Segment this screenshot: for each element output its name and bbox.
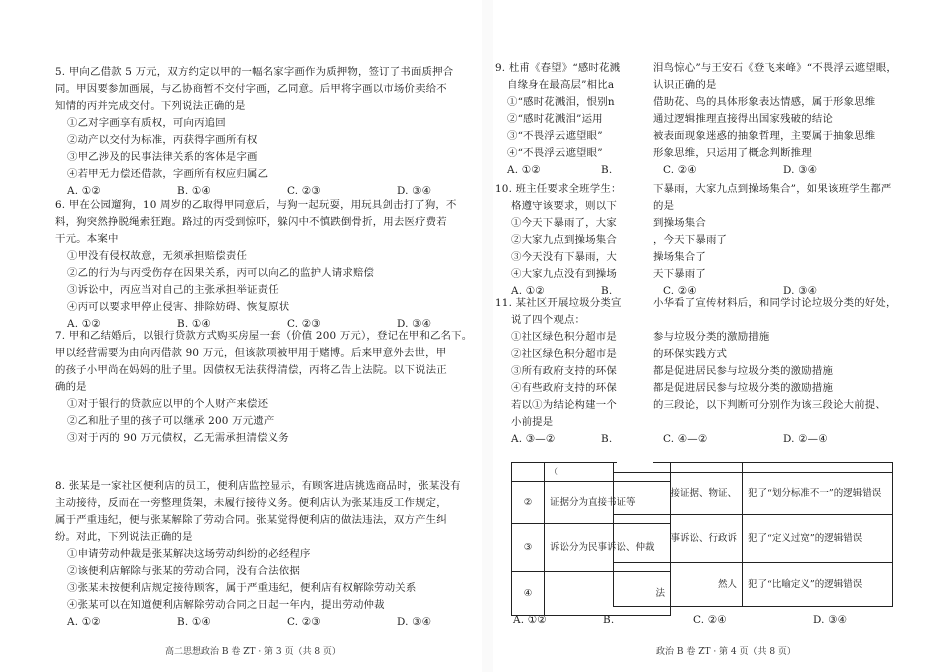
- q11-line: 若以①为结论构建一个: [511, 399, 617, 411]
- q11-statement: 都是促进居民参与垃圾分类的激励措施: [653, 382, 834, 394]
- right-col1-strip: [495, 60, 622, 445]
- q7-statement: ③对于丙的 90 万元债权，乙无需承担清偿义务: [67, 432, 289, 444]
- q8-options: [55, 614, 475, 631]
- q9-line: 泪鸟惊心”与王安石《登飞来峰》“不畏浮云遮望眼，: [653, 62, 898, 74]
- q9-statement: 形象思维，只运用了概念判断推理: [653, 147, 812, 159]
- table-row-text: 证据分为直接书证等: [545, 482, 671, 524]
- q10-statement: ④大家九点没有到操场: [511, 268, 617, 280]
- q9-statement: ③“不畏浮云遮望眼”: [507, 130, 603, 142]
- q11-statement: ④有些政府支持的环保: [511, 382, 617, 394]
- q9-options: [653, 162, 950, 179]
- option-b: B. ①④: [177, 185, 211, 197]
- table-row-text: 法: [545, 572, 671, 616]
- q6-statement: ④丙可以要求甲停止侵害、排除妨碍、恢复原状: [67, 301, 290, 313]
- option-a: A. ①②: [511, 285, 545, 297]
- q5-statement: ②动产以交付为标准，丙获得字画所有权: [67, 134, 258, 146]
- table-row-mid: 然人: [614, 562, 743, 606]
- q9-line: 9. 杜甫《春望》“感时花溅: [495, 62, 621, 74]
- table-row-judgement: 犯了“划分标准不一”的逻辑错误: [743, 472, 893, 514]
- option-b: B.: [601, 285, 613, 297]
- option-c: C. ②③: [287, 185, 321, 197]
- option-b: B.: [603, 614, 615, 626]
- classification-table-right: [613, 462, 893, 607]
- q11-line: 说了四个观点：: [511, 314, 586, 326]
- table-row-num: ②: [512, 482, 545, 524]
- q5-line: 5. 甲向乙借款 5 万元，双方约定以甲的一幅名家字画作为质押物，签订了书面质押合: [55, 66, 454, 78]
- q6-statement: ①甲没有侵权故意，无须承担赔偿责任: [67, 250, 248, 262]
- question-7: [55, 328, 475, 447]
- q11-line: 11. 某社区开展垃圾分类宣: [495, 297, 622, 309]
- option-b: B. ①④: [177, 318, 211, 330]
- table-row-judgement: 犯了“比喻定义”的逻辑错误: [743, 562, 893, 606]
- q10-line: 的是: [653, 200, 675, 212]
- option-b: B. ①④: [177, 616, 211, 628]
- q8-line: 属于严重违纪，便与张某解除了劳动合同。张某觉得便利店的做法违法，双方产生纠: [55, 514, 447, 526]
- q11-statement: 都是促进居民参与垃圾分类的激励措施: [653, 365, 834, 377]
- table-cut-text: （: [545, 462, 671, 482]
- q9-statement: 借助花、鸟的具体形象表达情感，属于形象思维: [653, 96, 876, 108]
- option-d: D. ③④: [397, 318, 432, 330]
- table-row-num: ③: [512, 524, 545, 572]
- right-col2-table-strip: [653, 462, 893, 613]
- right-col2-strip: [653, 60, 950, 445]
- table-row-mid: 接证据、物证、: [614, 472, 743, 514]
- q8-statement: ①申请劳动仲裁是张某解决这场劳动纠纷的必经程序: [67, 548, 311, 560]
- option-d: D. ②—④: [783, 433, 828, 445]
- option-c: C. ②④: [663, 285, 697, 297]
- q7-line: 的孩子小甲尚在妈妈的肚子里。因债权无法获得清偿，丙将乙告上法院。以下说法正: [55, 364, 447, 376]
- table-question-options-right: [663, 612, 893, 629]
- q7-line: 7. 甲和乙结婚后，以银行贷款方式购买房屋一套（价值 200 万元），登记在甲和乙名下。: [55, 330, 473, 342]
- q9-statement: 被表面现象迷惑的抽象哲理，主要属于抽象思维: [653, 130, 876, 142]
- question-9-continued: [653, 60, 950, 179]
- q11-statement: 的环保实践方式: [653, 348, 728, 360]
- page-footer: 政治 B 卷 ZT · 第 4 页（共 8 页）: [656, 647, 796, 657]
- q6-statement: ②乙的行为与丙受伤存在因果关系，丙可以向乙的监护人请求赔偿: [67, 267, 375, 279]
- option-c: C. ②④: [663, 164, 697, 176]
- q8-line: 主动接待，反而在一旁整理货架，未履行接待义务。便利店认为张某违反工作规定，: [55, 497, 447, 509]
- q11-line: [653, 414, 950, 431]
- q8-statement: ④张某可以在知道便利店解除劳动合同之日起一年内，提出劳动仲裁: [67, 599, 385, 611]
- q9-line: 认识正确的是: [653, 79, 717, 91]
- option-d: D. ③④: [397, 185, 432, 197]
- q11-line: [653, 312, 950, 329]
- q11-statement: 参与垃圾分类的激励措施: [653, 331, 770, 343]
- option-a: A. ③—②: [511, 433, 556, 445]
- q6-line: 6. 甲在公园遛狗，10 周岁的乙取得甲同意后，与狗一起玩耍，用玩具剑击打了狗，不: [55, 199, 457, 211]
- q6-line: 干元。本案中: [55, 233, 119, 245]
- q5-line: 知情的丙并完成交付。下列说法正确的是: [55, 100, 246, 112]
- q11-statement: ①社区绿色积分超市是: [511, 331, 617, 343]
- q10-statement: 天下暴雨了: [653, 268, 706, 280]
- q7-line: 确的是: [55, 381, 87, 393]
- option-b: B.: [601, 433, 613, 445]
- q7-statement: ②乙和肚子里的孩子可以继承 200 万元遗产: [67, 415, 275, 427]
- option-a: A. ①②: [507, 164, 541, 176]
- q8-statement: ②该便利店解除与张某的劳动合同，没有合法依据: [67, 565, 300, 577]
- q10-line: 下暴雨，大家九点到操场集合”，如果该班学生都严: [653, 183, 892, 195]
- page-fold-gap: [482, 0, 493, 672]
- table-row-text: 诉讼分为民事诉讼、仲裁: [545, 524, 671, 572]
- question-11-continued: [653, 295, 950, 448]
- option-a: A. ①②: [513, 614, 547, 626]
- q11-statement: ②社区绿色积分超市是: [511, 348, 617, 360]
- q5-statement: ③甲乙涉及的民事法律关系的客体是字画: [67, 151, 258, 163]
- q11-options: [653, 431, 950, 448]
- q10-statement: ②大家九点到操场集合: [511, 234, 617, 246]
- question-5: [55, 64, 475, 200]
- table-row-mid: 事诉讼、行政诉: [614, 514, 743, 562]
- q11-statement: ③所有政府支持的环保: [511, 365, 617, 377]
- option-a: A. ①②: [67, 318, 101, 330]
- table-row-judgement: 犯了“定义过宽”的逻辑错误: [743, 514, 893, 562]
- option-c: C. ②③: [287, 616, 321, 628]
- q7-statement: ①对于银行的贷款应以甲的个人财产来偿还: [67, 398, 269, 410]
- option-c: C. ④—②: [663, 433, 708, 445]
- question-10-continued: [653, 181, 950, 300]
- page-footer: 高二思想政治 B 卷 ZT · 第 3 页（共 8 页）: [165, 647, 341, 657]
- option-d: D. ③④: [397, 616, 432, 628]
- q10-statement: 操场集合了: [653, 251, 706, 263]
- option-b: B.: [601, 164, 613, 176]
- q8-line: 纷。对此，下列说法正确的是: [55, 531, 193, 543]
- q8-line: 8. 张某是一家社区便利店的员工，便利店监控显示，有顾客进店挑选商品时，张某没有: [55, 480, 461, 492]
- q6-line: 料，狗突然挣脱绳索狂跑。路过的丙受到惊吓，躲闪中不慎跌倒骨折，用去医疗费若: [55, 216, 447, 228]
- q9-statement: 通过逻辑推理直接得出国家残破的结论: [653, 113, 834, 125]
- option-a: A. ①②: [67, 185, 101, 197]
- option-d: D. ③④: [783, 285, 818, 297]
- option-c: C. ②④: [693, 614, 727, 626]
- q11-line: 的三段论，以下判断可分别作为该三段论大前提、: [653, 399, 886, 411]
- q10-statement: 到操场集合: [653, 217, 706, 229]
- q9-statement: ②“感时花溅泪”运用: [507, 113, 603, 125]
- q9-statement: ④“不畏浮云遮望眼”: [507, 147, 603, 159]
- q10-line: 格遵守该要求，则以下: [511, 200, 617, 212]
- question-8: [55, 478, 475, 631]
- option-a: A. ①②: [67, 616, 101, 628]
- right-col1-table-strip: [511, 462, 665, 613]
- option-d: D. ③④: [813, 614, 848, 626]
- q11-line: 小前提是: [511, 416, 554, 428]
- right-page: [493, 0, 950, 672]
- option-c: C. ②③: [287, 318, 321, 330]
- q8-statement: ③张某未按便利店规定接待顾客，属于严重违纪，便利店有权解除劳动关系: [67, 582, 417, 594]
- question-6: [55, 197, 475, 333]
- q10-statement: ①今天下暴雨了，大家: [511, 217, 617, 229]
- q7-line: 甲以经营需要为由向丙借款 90 万元，但该款项被甲用于赌博。后来甲意外去世，甲: [55, 347, 447, 359]
- q9-line: 自缘身在最高层”相比a: [507, 79, 615, 91]
- q5-statement: ④若甲无力偿还借款，字画所有权应归属乙: [67, 168, 269, 180]
- table-row-num: ④: [512, 572, 545, 616]
- q5-line: 同。甲因要参加画展，与乙协商暂不交付字画，乙同意。后甲将字画以市场价卖给不: [55, 83, 447, 95]
- q10-line: 10. 班主任要求全班学生：: [495, 183, 622, 195]
- q11-line: 小华看了宣传材料后，和同学讨论垃圾分类的好处，: [653, 297, 897, 309]
- q6-statement: ③诉讼中，丙应当对自己的主张承担举证责任: [67, 284, 279, 296]
- table-question-options-left: [513, 612, 617, 629]
- q5-statement: ①乙对字画享有质权，可向丙追回: [67, 117, 226, 129]
- q9-statement: ①“感时花溅泪，恨别n: [507, 96, 615, 108]
- q10-statement: ③今天没有下暴雨，大: [511, 251, 617, 263]
- option-d: D. ③④: [783, 164, 818, 176]
- q10-statement: ，今天下暴雨了: [653, 234, 728, 246]
